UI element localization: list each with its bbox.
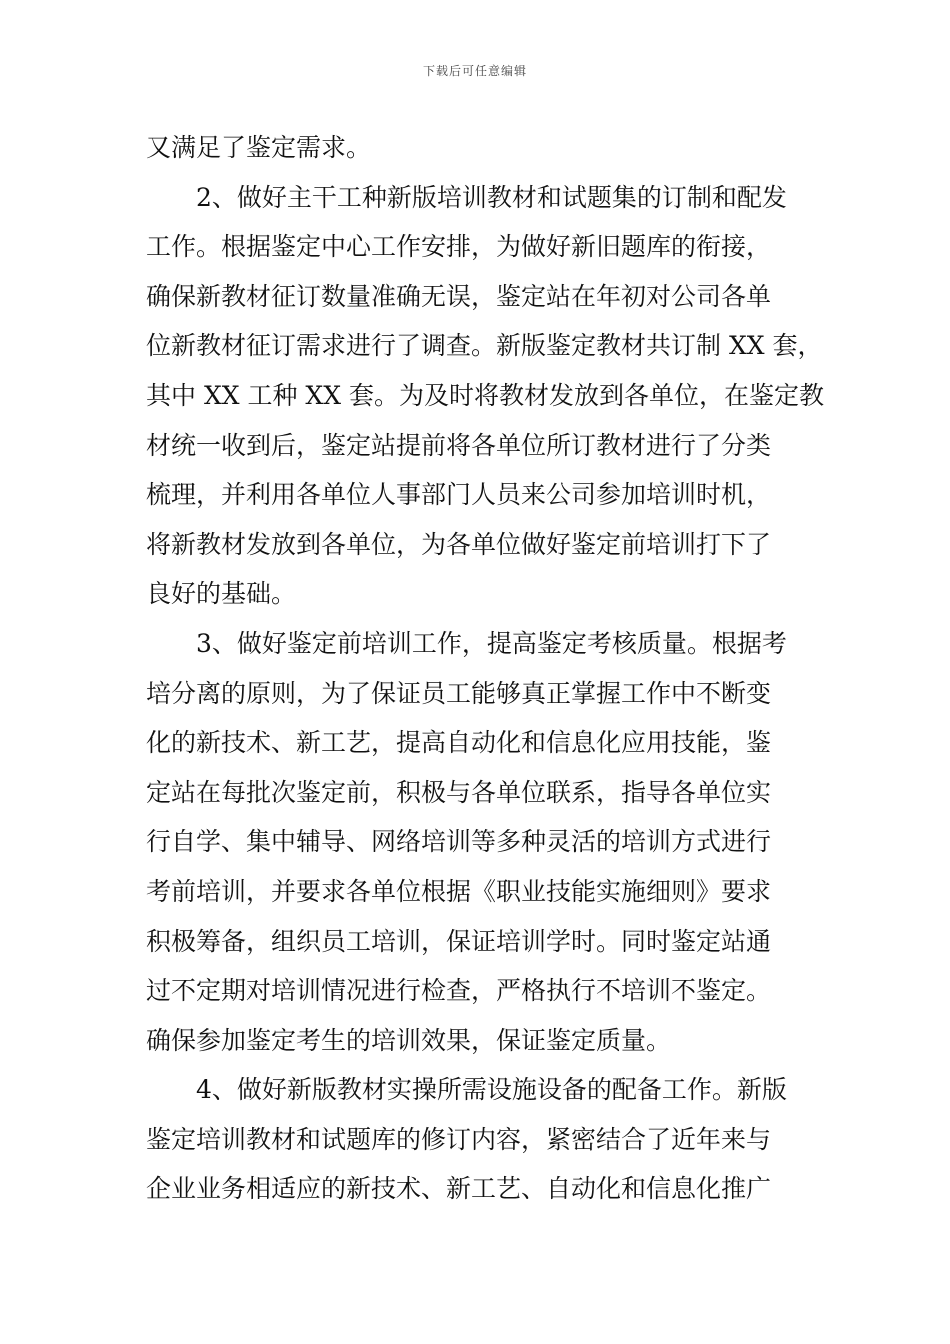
paragraph-start-line: 3、做好鉴定前培训工作，提高鉴定考核质量。根据考: [196, 628, 787, 658]
text-line: 培分离的原则，为了保证员工能够真正掌握工作中不断变: [146, 678, 772, 708]
paragraph-start-line: 4、做好新版教材实操所需设施设备的配备工作。新版: [196, 1075, 787, 1105]
text-line: 确保新教材征订数量准确无误，鉴定站在年初对公司各单: [146, 281, 772, 311]
text-line: 材统一收到后，鉴定站提前将各单位所订教材进行了分类: [146, 430, 772, 460]
text-line: 定站在每批次鉴定前，积极与各单位联系，指导各单位实: [146, 777, 772, 807]
text-line: 鉴定培训教材和试题库的修订内容，紧密结合了近年来与: [146, 1124, 772, 1154]
text-line: 企业业务相适应的新技术、新工艺、自动化和信息化推广: [146, 1174, 772, 1204]
text-line: 行自学、集中辅导、网络培训等多种灵活的培训方式进行: [146, 827, 772, 857]
text-line: 考前培训，并要求各单位根据《职业技能实施细则》要求: [146, 876, 772, 906]
text-line: 将新教材发放到各单位，为各单位做好鉴定前培训打下了: [146, 529, 772, 559]
text-line: 又满足了鉴定需求。: [146, 133, 372, 162]
text-line: 确保参加鉴定考生的培训效果，保证鉴定质量。: [146, 1025, 672, 1055]
paragraph-start-line: 2、做好主干工种新版培训教材和试题集的订制和配发: [196, 182, 787, 212]
text-line: 化的新技术、新工艺，提高自动化和信息化应用技能，鉴: [146, 728, 772, 758]
text-line: 积极筹备，组织员工培训，保证培训学时。同时鉴定站通: [146, 926, 772, 956]
page-header-note: 下载后可任意编辑: [422, 64, 527, 78]
text-line: 其中 XX 工种 XX 套。为及时将教材发放到各单位，在鉴定教: [146, 380, 824, 410]
text-line: 位新教材征订需求进行了调查。新版鉴定教材共订制 XX 套，: [146, 331, 823, 361]
text-line: 良好的基础。: [146, 579, 297, 609]
document-body: [146, 123, 824, 1214]
text-line: 工作。根据鉴定中心工作安排，为做好新旧题库的衔接，: [146, 232, 772, 262]
text-line: 梳理，并利用各单位人事部门人员来公司参加培训时机，: [146, 480, 772, 510]
text-line: 过不定期对培训情况进行检查，严格执行不培训不鉴定。: [146, 976, 772, 1006]
